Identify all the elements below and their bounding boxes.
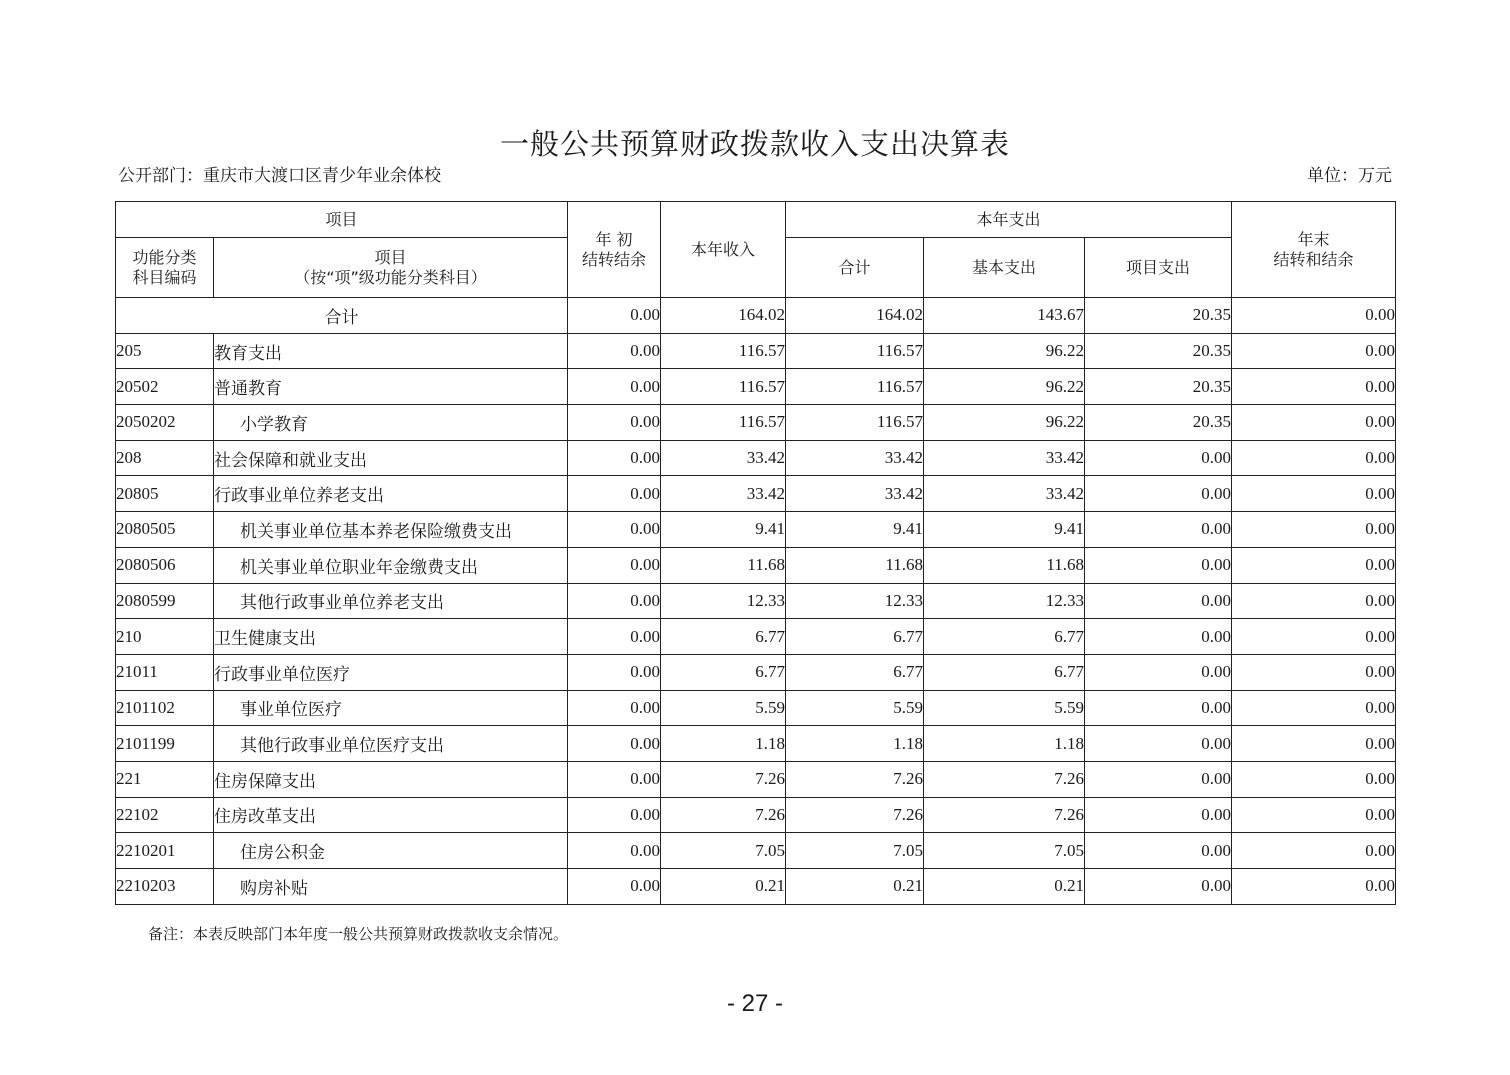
row-opening: 0.00 [568, 547, 661, 583]
row-code: 2080506 [116, 547, 214, 583]
row-expense-project: 0.00 [1085, 690, 1232, 726]
row-expense-basic: 96.22 [924, 333, 1085, 369]
row-closing: 0.00 [1232, 654, 1396, 690]
total-expense-total: 164.02 [786, 298, 924, 334]
header-expense-basic: 基本支出 [924, 238, 1085, 298]
row-closing: 0.00 [1232, 512, 1396, 548]
total-expense-basic: 143.67 [924, 298, 1085, 334]
row-opening: 0.00 [568, 440, 661, 476]
row-expense-total: 9.41 [786, 512, 924, 548]
row-expense-basic: 6.77 [924, 619, 1085, 655]
row-opening: 0.00 [568, 690, 661, 726]
table-row [116, 583, 1396, 619]
row-expense-project: 0.00 [1085, 512, 1232, 548]
row-name: 住房公积金 [214, 833, 568, 869]
row-code: 2210203 [116, 869, 214, 905]
row-expense-project: 0.00 [1085, 761, 1232, 797]
header-closing-balance: 年末 结转和结余 [1232, 202, 1396, 298]
row-expense-basic: 12.33 [924, 583, 1085, 619]
row-name: 小学教育 [214, 405, 568, 441]
row-income: 7.05 [661, 833, 786, 869]
table-row [116, 654, 1396, 690]
row-income: 116.57 [661, 405, 786, 441]
row-expense-basic: 33.42 [924, 476, 1085, 512]
row-name: 机关事业单位职业年金缴费支出 [214, 547, 568, 583]
row-name: 购房补贴 [214, 869, 568, 905]
row-expense-total: 5.59 [786, 690, 924, 726]
row-opening: 0.00 [568, 405, 661, 441]
row-expense-total: 7.26 [786, 761, 924, 797]
unit-label: 单位：万元 [1307, 166, 1392, 186]
row-closing: 0.00 [1232, 440, 1396, 476]
row-expense-basic: 1.18 [924, 726, 1085, 762]
row-expense-project: 0.00 [1085, 797, 1232, 833]
row-income: 7.26 [661, 761, 786, 797]
row-opening: 0.00 [568, 369, 661, 405]
total-income: 164.02 [661, 298, 786, 334]
row-closing: 0.00 [1232, 833, 1396, 869]
header-opening-balance: 年 初 结转结余 [568, 202, 661, 298]
row-expense-total: 116.57 [786, 369, 924, 405]
row-name: 其他行政事业单位医疗支出 [214, 726, 568, 762]
table-row [116, 690, 1396, 726]
row-closing: 0.00 [1232, 869, 1396, 905]
total-label: 合计 [116, 298, 568, 334]
total-opening: 0.00 [568, 298, 661, 334]
row-expense-project: 0.00 [1085, 726, 1232, 762]
row-income: 7.26 [661, 797, 786, 833]
table-row [116, 761, 1396, 797]
header-expense-project: 项目支出 [1085, 238, 1232, 298]
table-row [116, 797, 1396, 833]
row-income: 116.57 [661, 333, 786, 369]
header-income: 本年收入 [661, 202, 786, 298]
row-expense-total: 6.77 [786, 619, 924, 655]
department-label: 公开部门：重庆市大渡口区青少年业余体校 [118, 166, 441, 186]
row-income: 1.18 [661, 726, 786, 762]
row-expense-total: 6.77 [786, 654, 924, 690]
row-opening: 0.00 [568, 797, 661, 833]
row-name: 住房改革支出 [214, 797, 568, 833]
row-name: 普通教育 [214, 369, 568, 405]
row-closing: 0.00 [1232, 369, 1396, 405]
row-income: 11.68 [661, 547, 786, 583]
row-name: 机关事业单位基本养老保险缴费支出 [214, 512, 568, 548]
row-income: 33.42 [661, 476, 786, 512]
row-closing: 0.00 [1232, 405, 1396, 441]
row-income: 5.59 [661, 690, 786, 726]
header-item-group: 项目 [116, 202, 568, 238]
row-income: 9.41 [661, 512, 786, 548]
header-name: 项目 （按“项”级功能分类科目） [214, 238, 568, 298]
table-row [116, 547, 1396, 583]
page-number: - 27 - [726, 990, 783, 1017]
table-row [116, 333, 1396, 369]
row-expense-basic: 33.42 [924, 440, 1085, 476]
row-closing: 0.00 [1232, 761, 1396, 797]
table-row [116, 476, 1396, 512]
row-opening: 0.00 [568, 869, 661, 905]
total-row [116, 298, 1396, 334]
row-expense-basic: 9.41 [924, 512, 1085, 548]
row-code: 2101199 [116, 726, 214, 762]
row-expense-total: 116.57 [786, 333, 924, 369]
row-closing: 0.00 [1232, 333, 1396, 369]
row-code: 22102 [116, 797, 214, 833]
row-code: 21011 [116, 654, 214, 690]
row-expense-basic: 0.21 [924, 869, 1085, 905]
row-expense-basic: 96.22 [924, 369, 1085, 405]
row-expense-project: 0.00 [1085, 869, 1232, 905]
row-name: 住房保障支出 [214, 761, 568, 797]
row-expense-total: 33.42 [786, 440, 924, 476]
row-opening: 0.00 [568, 333, 661, 369]
row-expense-basic: 7.05 [924, 833, 1085, 869]
page-title: 一般公共预算财政拨款收入支出决算表 [499, 127, 1010, 161]
footnote: 备注：本表反映部门本年度一般公共预算财政拨款收支余情况。 [148, 925, 569, 943]
header-expense-group: 本年支出 [786, 202, 1232, 238]
row-name: 教育支出 [214, 333, 568, 369]
row-closing: 0.00 [1232, 797, 1396, 833]
row-code: 205 [116, 333, 214, 369]
row-expense-project: 0.00 [1085, 440, 1232, 476]
row-code: 20502 [116, 369, 214, 405]
row-income: 33.42 [661, 440, 786, 476]
row-code: 2080505 [116, 512, 214, 548]
row-expense-basic: 96.22 [924, 405, 1085, 441]
table-row [116, 833, 1396, 869]
header-expense-total: 合计 [786, 238, 924, 298]
row-expense-total: 11.68 [786, 547, 924, 583]
header-code: 功能分类 科目编码 [116, 238, 214, 298]
table-row [116, 619, 1396, 655]
row-code: 2080599 [116, 583, 214, 619]
row-expense-basic: 11.68 [924, 547, 1085, 583]
row-expense-total: 33.42 [786, 476, 924, 512]
row-code: 2050202 [116, 405, 214, 441]
row-expense-project: 0.00 [1085, 654, 1232, 690]
row-expense-project: 0.00 [1085, 619, 1232, 655]
row-closing: 0.00 [1232, 476, 1396, 512]
table-row [116, 869, 1396, 905]
row-opening: 0.00 [568, 654, 661, 690]
row-expense-total: 116.57 [786, 405, 924, 441]
table-row [116, 512, 1396, 548]
row-expense-project: 0.00 [1085, 476, 1232, 512]
row-expense-project: 20.35 [1085, 369, 1232, 405]
row-opening: 0.00 [568, 476, 661, 512]
row-expense-basic: 5.59 [924, 690, 1085, 726]
row-expense-project: 0.00 [1085, 547, 1232, 583]
row-closing: 0.00 [1232, 547, 1396, 583]
row-closing: 0.00 [1232, 726, 1396, 762]
row-income: 116.57 [661, 369, 786, 405]
row-expense-total: 0.21 [786, 869, 924, 905]
row-expense-basic: 7.26 [924, 797, 1085, 833]
row-opening: 0.00 [568, 619, 661, 655]
row-expense-total: 7.05 [786, 833, 924, 869]
row-opening: 0.00 [568, 833, 661, 869]
row-expense-basic: 6.77 [924, 654, 1085, 690]
budget-table [115, 201, 1396, 905]
row-expense-total: 12.33 [786, 583, 924, 619]
row-code: 2210201 [116, 833, 214, 869]
row-opening: 0.00 [568, 583, 661, 619]
row-name: 事业单位医疗 [214, 690, 568, 726]
row-opening: 0.00 [568, 512, 661, 548]
table-row [116, 440, 1396, 476]
row-expense-project: 20.35 [1085, 405, 1232, 441]
total-expense-project: 20.35 [1085, 298, 1232, 334]
row-closing: 0.00 [1232, 690, 1396, 726]
row-name: 行政事业单位养老支出 [214, 476, 568, 512]
row-income: 12.33 [661, 583, 786, 619]
total-closing: 0.00 [1232, 298, 1396, 334]
row-name: 行政事业单位医疗 [214, 654, 568, 690]
row-closing: 0.00 [1232, 619, 1396, 655]
row-income: 6.77 [661, 654, 786, 690]
row-income: 0.21 [661, 869, 786, 905]
row-opening: 0.00 [568, 726, 661, 762]
row-expense-project: 20.35 [1085, 333, 1232, 369]
row-code: 20805 [116, 476, 214, 512]
row-expense-project: 0.00 [1085, 833, 1232, 869]
row-expense-basic: 7.26 [924, 761, 1085, 797]
row-name: 社会保障和就业支出 [214, 440, 568, 476]
row-code: 208 [116, 440, 214, 476]
row-code: 221 [116, 761, 214, 797]
row-code: 210 [116, 619, 214, 655]
row-name: 其他行政事业单位养老支出 [214, 583, 568, 619]
table-row [116, 369, 1396, 405]
row-expense-total: 1.18 [786, 726, 924, 762]
table-row [116, 726, 1396, 762]
row-name: 卫生健康支出 [214, 619, 568, 655]
row-closing: 0.00 [1232, 583, 1396, 619]
row-opening: 0.00 [568, 761, 661, 797]
table-row [116, 405, 1396, 441]
row-code: 2101102 [116, 690, 214, 726]
row-income: 6.77 [661, 619, 786, 655]
row-expense-total: 7.26 [786, 797, 924, 833]
row-expense-project: 0.00 [1085, 583, 1232, 619]
